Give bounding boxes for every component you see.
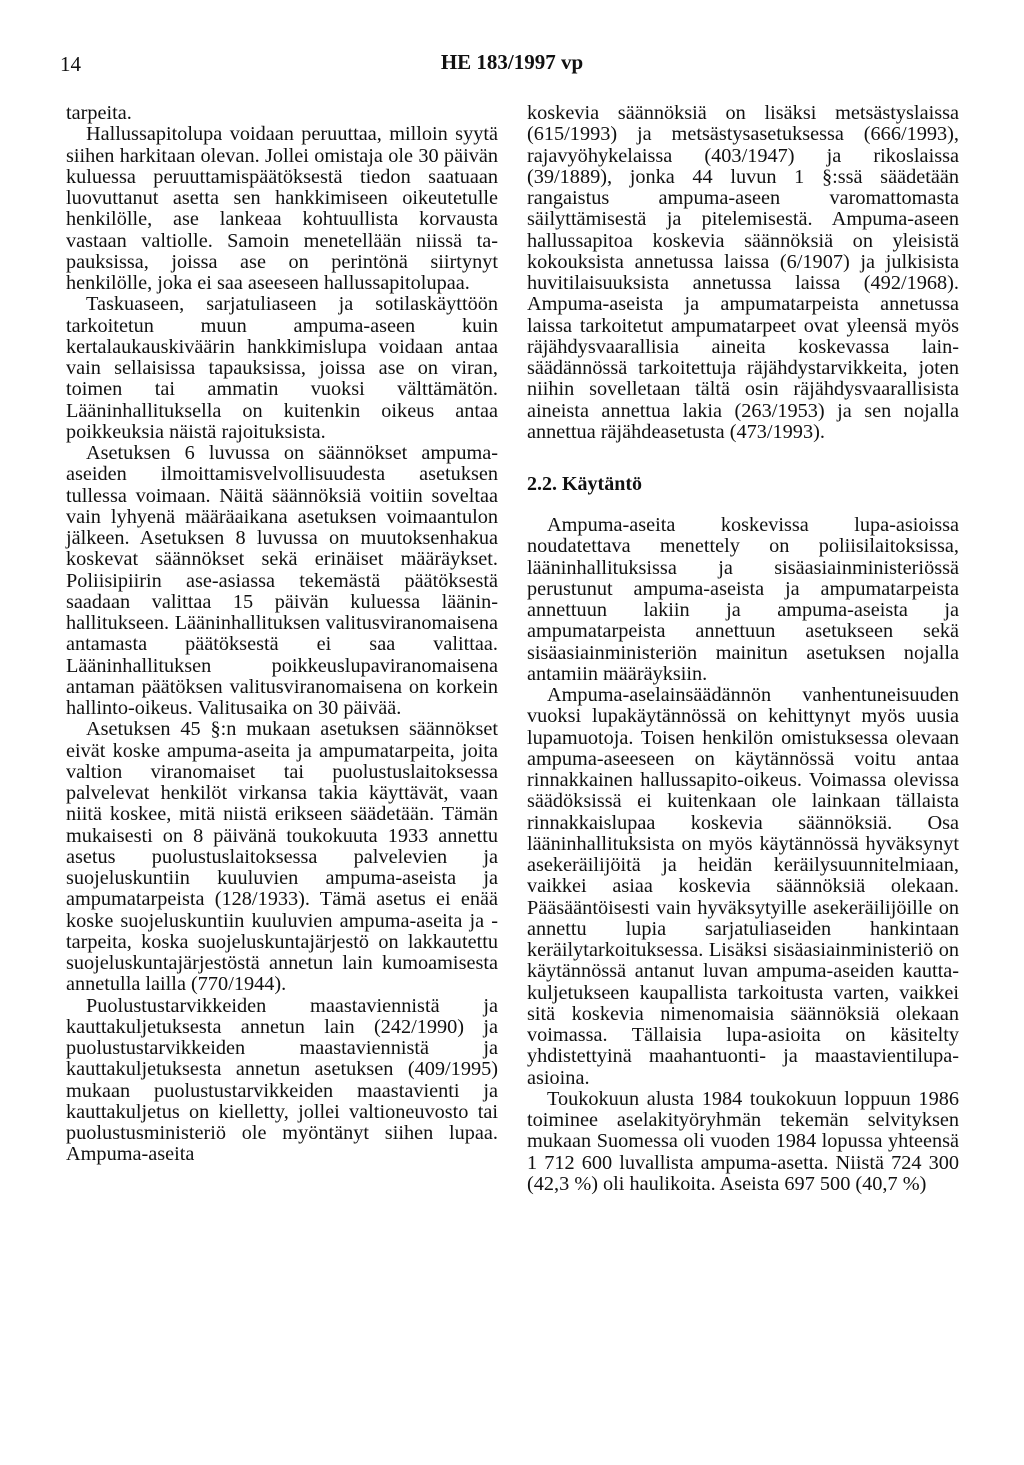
- right-column: [527, 103, 959, 1195]
- paragraph: Puolustustarvikkeiden maastaviennistä ja kauttakuljetuksesta annetun lain (242/1990) ja puolustustarvikkeiden maastaviennistä ja kauttakuljetuksesta annetun asetuksen (409/1995) mukaan puolustustarvikkeiden maastavienti ja kauttakuljetus on kielletty, jollei valtioneuvosto tai puolustusministeriö ole myöntänyt siihen lupaa. Ampuma-aseita: [66, 994, 498, 1166]
- paragraph: Ampuma-aseita koskevissa lupa-asioissa noudatettava menettely on poliisilaitoksissa, lääninhallituksissa ja sisäasiainministeriössä perustunut ampuma-aseista ja ampumatarpeista annettuun lakiin ja ampuma-aseista ja ampumatarpeista annettuun asetukseen sekä sisäasiainministeriön mainitun asetuksen nojalla antamiin määräyksiin.: [527, 514, 959, 685]
- paragraph: Toukokuun alusta 1984 toukokuun loppuun 1986 toiminee aselakityöryhmän tekemän selvityksen mukaan Suomessa oli vuoden 1984 lopussa yhteensä 1 712 600 luvallista ampuma-asetta. Niistä 724 300 (42,3 %) oli haulikoita. Aseista 697 500 (40,7 %): [527, 1087, 959, 1195]
- paragraph: tarpeita.: [66, 102, 132, 124]
- paragraph: Asetuksen 45 §:n mukaan asetuksen säännökset eivät koske ampuma-aseita ja ampumatarpeita, joita valtion viranomaiset tai puolustuslaitoksessa palvelevat henkilöt virkansa takia käyttävät, vaan niitä koskee, mitä niistä erikseen säädetään. Tämän mukaisesti on 8 päivänä toukokuuta 1933 annettu asetus puolustuslaitoksessa palvelevien ja suojeluskuntiin kuuluvien ampuma-aseista ja ampumatarpeista (128/1933). Tämä asetus ei enää koske suojeluskuntiin kuuluvien ampuma-aseita ja -tarpeita, koska suojeluskuntajärjestö on lakkautettu suojeluskuntajärjestöstä annetun lain kumoamisesta annetulla lailla (770/1944).: [66, 718, 498, 996]
- paragraph: Ampuma-aselainsäädännön vanhentuneisuuden vuoksi lupakäytännössä on kehittynyt myös uusia lupamuotoja. Toisen henkilön omistuksessa olevaan ampuma-aseeseen on käytännössä voitu antaa rinnakkainen hallussapito-oikeus. Voimassa olevissa säädöksissä ei kuitenkaan ole lainkaan tällaista rinnakkaislupaa koskevia säännöksiä. Osa lääninhallituksista on myös käytännössä hyväksynyt asekeräilijöitä ja heidän keräilysuunnitelmiaan, vaikkei asiaa koskevia säännöksiä olekaan. Pääsääntöisesti vain hyväksytyille asekeräilijöille on annettu lupia sarjatuliaseiden hankintaan keräilytarkoituksessa. Lisäksi sisäasiainministeriö on käytännössä antanut luvan ampuma-aseiden kauttakuljetukseen kaupallista tarkoitusta varten, vaikkei sitä koskevia nimenomaisia säännöksiä olekaan voimassa. Tällaisia lupa-asioita on käsitelty yhdistettyinä maahantuonti- ja maastavientilupa-asioina.: [527, 684, 959, 1089]
- section-heading: 2.2. Käytäntö: [527, 473, 642, 495]
- running-head: HE 183/1997 vp: [440, 50, 584, 74]
- paragraph: Taskuaseen, sarjatuliaseen ja sotilaskäyttöön tarkoitetun muun ampuma-aseen kuin kertalaukauskiväärin hankkimislupa voidaan antaa vain sellaisissa tapauksissa, joissa ase on viran, toimen tai ammatin vuoksi välttämätön. Lääninhallituksella on kuitenkin oikeus antaa poikkeuksia näistä rajoituksista.: [66, 293, 498, 443]
- paragraph: koskevia säännöksiä on lisäksi metsästyslaissa (615/1993) ja metsästysasetuksessa (666/1993), rajavyöhykelaissa (403/1947) ja rikoslaissa (39/1889), jonka 44 luvun 1 §:ssä säädetään rangaistus ampuma-aseen varomattomasta säilyttämisestä ja pitelemisestä. Ampuma-aseen hallussapitoa koskevia säännöksiä on yleisistä kokouksista annetussa laissa (6/1907) ja julkisista huvitilaisuuksista annetussa laissa (492/1968). Ampuma-aseista ja ampumatarpeista annetussa laissa tarkoitetut ampumatarpeet ovat yleensä myös räjähdysvaarallisia aineita koskevassa lainsäädännössä tarkoitettuja räjähdystarvikkeita, joten niihin sovelletaan tältä osin räjähdysvaarallisista aineista annettua lakia (263/1953) ja sen nojalla annettua räjähdeasetusta (473/1993).: [527, 102, 959, 443]
- paragraph: Asetuksen 6 luvussa on säännökset ampuma-aseiden ilmoittamisvelvollisuudesta asetuksen tullessa voimaan. Näitä säännöksiä voitiin soveltaa vain lyhyenä määräaikana asetuksen voimaantulon jälkeen. Asetuksen 8 luvussa on muutoksenhakua koskevat säännökset sekä erinäiset määräykset. Poliisipiirin ase-asiassa tekemästä päätöksestä saadaan valittaa 15 päivän kuluessa lääninhallitukseen. Lääninhallituksen valitusviranomaisena antamasta päätöksestä ei saa valittaa. Lääninhallituksen poikkeuslupaviranomaisena antaman päätöksen valitusviranomaisena on korkein hallinto-oikeus. Valitusaika on 30 päivää.: [66, 442, 498, 719]
- page-number: 14: [60, 52, 81, 76]
- paragraph: Hallussapitolupa voidaan peruuttaa, milloin syytä siihen harkitaan olevan. Jollei omistaja ole 30 päivän kuluessa peruuttamispäätöksestä tiedon saatuaan luovuttanut asetta sen hankkimiseen oikeutetulle henkilölle, ase lankeaa kohtuullista korvausta vastaan valtiolle. Samoin menetellään niissä tapauksissa, joissa ase on perintönä siirtynyt henkilölle, joka ei saa aseeseen hallussapitolupaa.: [66, 123, 498, 294]
- left-column: [66, 103, 498, 1166]
